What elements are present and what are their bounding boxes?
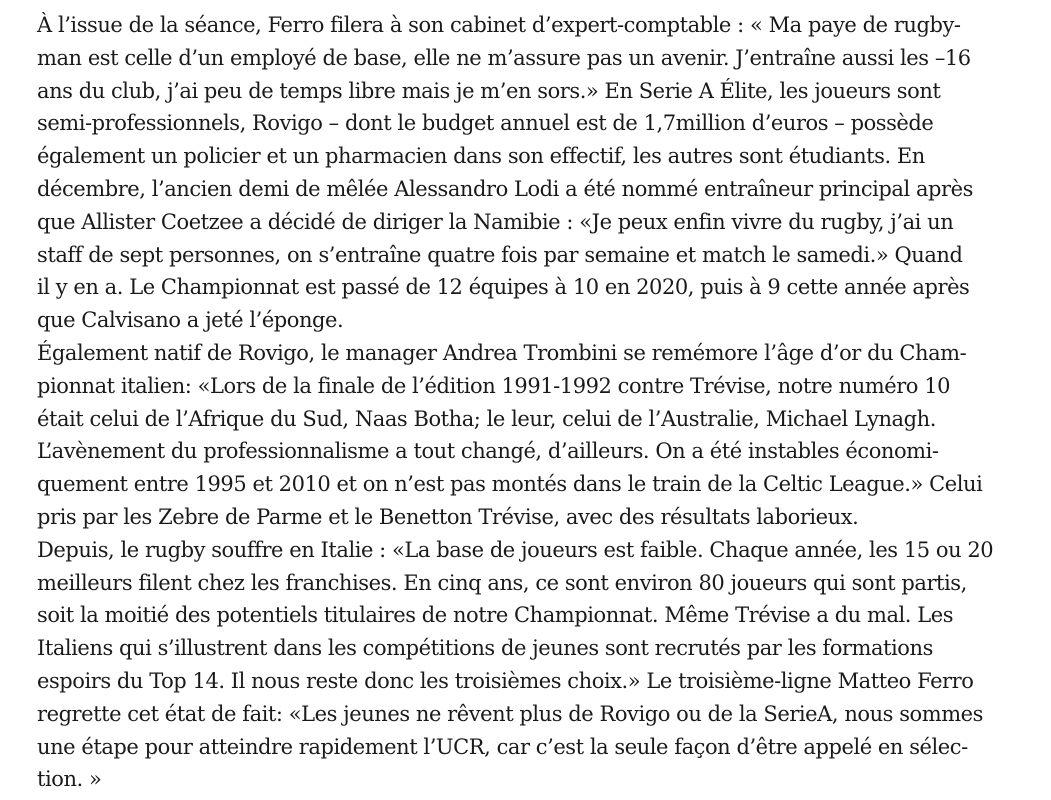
text-line: meilleurs filent chez les franchises. En cinq ans, ce sont environ 80 joueurs qui sont partis, bbox=[37, 570, 967, 595]
text-line: tion. » bbox=[37, 767, 102, 792]
text-line: Également natif de Rovigo, le manager Andrea Trombini se remémore l’âge d’or du Cham- bbox=[37, 340, 967, 365]
text-line: pionnat italien: «Lors de la finale de l’édition 1991-1992 contre Trévise, notre numéro 10 bbox=[37, 373, 951, 398]
text-line: Depuis, le rugby souffre en Italie : «La base de joueurs est faible. Chaque année, les 15 ou 20 bbox=[37, 537, 994, 562]
text-line: regrette cet état de fait: «Les jeunes ne rêvent plus de Rovigo ou de la SerieA, nous sommes bbox=[37, 701, 983, 726]
text-line: également un policier et un pharmacien dans son effectif, les autres sont étudiants. En bbox=[37, 144, 925, 169]
text-line: staff de sept personnes, on s’entraîne quatre fois par semaine et match le samedi.» Quand bbox=[37, 242, 963, 267]
text-line: ans du club, j’ai peu de temps libre mais je m’en sors.» En Serie A Élite, les joueurs sont bbox=[37, 78, 941, 103]
text-line: man est celle d’un employé de base, elle ne m’assure pas un avenir. J’entraîne aussi les –16 bbox=[37, 45, 971, 70]
paragraph-1 bbox=[37, 9, 1041, 337]
paragraph-2 bbox=[37, 337, 1041, 534]
text-line: L’avènement du professionnalisme a tout changé, d’ailleurs. On a été instables économi- bbox=[37, 439, 939, 464]
paragraph-3 bbox=[37, 534, 1041, 796]
text-line: quement entre 1995 et 2010 et on n’est pas montés dans le train de la Celtic League.» Celui bbox=[37, 472, 983, 497]
text-line: était celui de l’Afrique du Sud, Naas Botha; le leur, celui de l’Australie, Michael Lynagh. bbox=[37, 406, 936, 431]
text-line: il y en a. Le Championnat est passé de 12 équipes à 10 en 2020, puis à 9 cette année après bbox=[37, 275, 970, 300]
text-line: semi-professionnels, Rovigo – dont le budget annuel est de 1,7million d’euros – possède bbox=[37, 111, 934, 136]
text-line: que Calvisano a jeté l’éponge. bbox=[37, 308, 344, 333]
text-line: que Allister Coetzee a décidé de diriger la Namibie : «Je peux enfin vivre du rugby, j’ai un bbox=[37, 209, 954, 234]
text-line: soit la moitié des potentiels titulaires de notre Championnat. Même Trévise a du mal. Les bbox=[37, 603, 954, 628]
text-line: une étape pour atteindre rapidement l’UCR, car c’est la seule façon d’être appelé en sélec- bbox=[37, 734, 968, 759]
text-line: À l’issue de la séance, Ferro filera à son cabinet d’expert-comptable : « Ma paye de rugby- bbox=[37, 13, 961, 37]
text-line: décembre, l’ancien demi de mêlée Alessandro Lodi a été nommé entraîneur principal après bbox=[37, 176, 973, 201]
text-line: espoirs du Top 14. Il nous reste donc les troisièmes choix.» Le troisième-ligne Matteo Ferro bbox=[37, 668, 974, 693]
text-line: Italiens qui s’illustrent dans les compétitions de jeunes sont recrutés par les formations bbox=[37, 636, 933, 661]
text-line: pris par les Zebre de Parme et le Benetton Trévise, avec des résultats laborieux. bbox=[37, 504, 859, 529]
